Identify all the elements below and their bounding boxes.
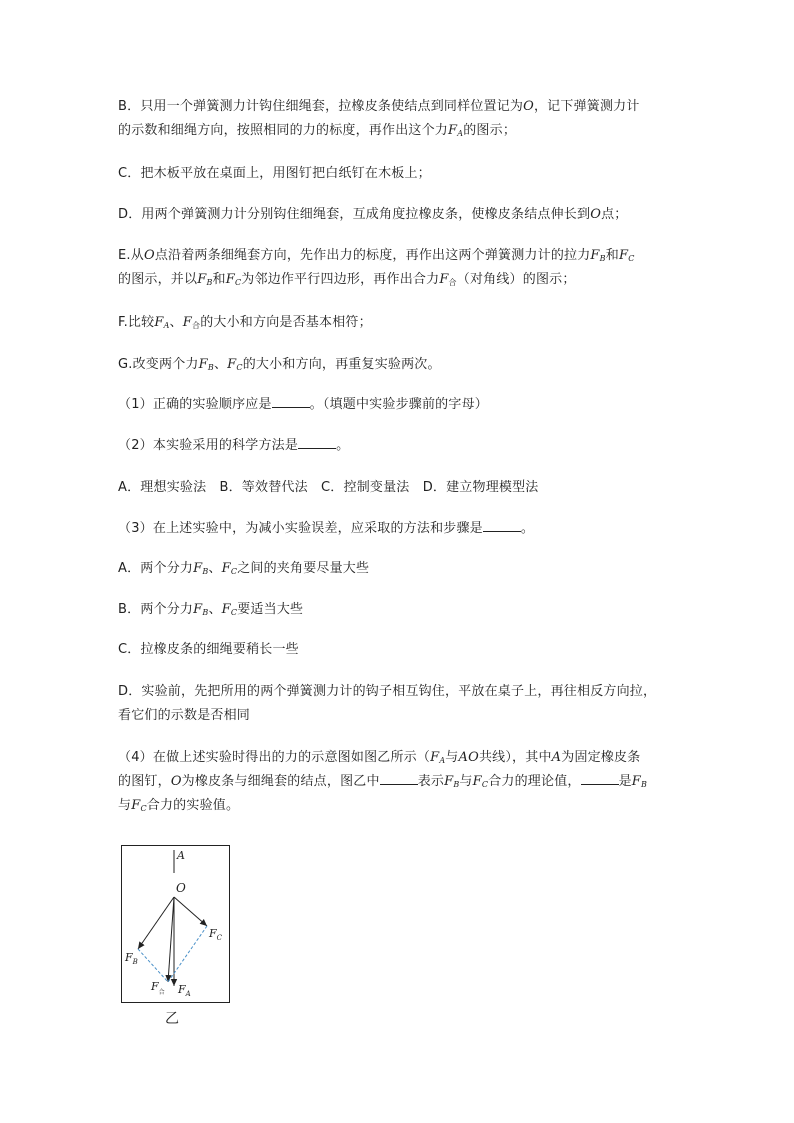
label-fa: $F_A$	[178, 983, 191, 998]
step-g-text: G.改变两个力	[118, 357, 199, 372]
step-e-text: 和	[605, 248, 619, 263]
symbol-o: O	[170, 774, 182, 789]
question-3	[118, 517, 678, 541]
option-d-text: 看它们的示数是否相同	[118, 708, 251, 723]
question-2-options	[118, 476, 678, 500]
step-d	[118, 203, 678, 227]
answer-blank	[272, 393, 310, 408]
question-4-text: 与	[118, 798, 132, 813]
answer-blank	[483, 517, 521, 532]
symbol-f: F	[154, 315, 164, 330]
subscript-c: C	[628, 254, 635, 263]
symbol-ao: AO	[458, 750, 479, 765]
symbol-f: F	[439, 272, 449, 287]
subscript-c: C	[234, 278, 242, 287]
question-4-text: 是	[618, 774, 632, 789]
step-e-text: 点沿着两条细绳套方向，先作出力的标度，再作出这两个弹簧测力计的拉力	[154, 248, 591, 263]
symbol-f: F	[193, 561, 203, 576]
subscript-b: B	[453, 780, 460, 789]
symbol-f: F	[631, 774, 642, 789]
force-diagram	[121, 845, 231, 1005]
symbol-f: F	[430, 750, 440, 765]
symbol-o: O	[143, 248, 155, 263]
question-4-text: 为固定橡皮条	[561, 750, 641, 765]
figure-frame	[122, 846, 230, 1003]
question-1	[118, 393, 678, 417]
question-4-text: 表示	[417, 774, 445, 789]
question-4-text: （4）在做上述实验时得出的力的示意图如图乙所示（	[118, 750, 431, 765]
symbol-a: A	[551, 750, 562, 765]
step-e-text: 的图示，并以	[118, 272, 198, 287]
option-d-text: D．实验前，先把所用的两个弹簧测力计的钩子相互钩住，平放在桌子上，再往相反方向拉，	[118, 684, 657, 699]
label-fc: $F_C$	[209, 927, 222, 942]
symbol-f: F	[472, 774, 482, 789]
step-b-text: B．只用一个弹簧测力计钩住细绳套，拉橡皮条使结点到同样位置记为	[118, 99, 524, 114]
step-b-text: 的示数和细绳方向，按照相同的力的标度，再作出这个力	[118, 123, 449, 138]
symbol-o: O	[523, 99, 534, 114]
subscript-c: C	[481, 780, 489, 789]
subscript-a: A	[439, 756, 446, 765]
subscript-c: C	[230, 567, 238, 576]
answer-blank	[581, 770, 619, 785]
question-1-text: （1）正确的实验顺序应是	[118, 397, 272, 412]
subscript-c: C	[236, 363, 243, 372]
symbol-f: F	[193, 602, 203, 617]
subscript-b: B	[206, 278, 213, 287]
step-d-text: 点；	[601, 207, 628, 222]
question-2	[118, 434, 678, 458]
symbol-o: O	[590, 207, 602, 222]
question-3-option-b	[118, 598, 678, 622]
step-b-text: 的图示；	[463, 123, 517, 138]
subscript-he: 合	[191, 321, 201, 330]
step-e-text: 和	[212, 272, 226, 287]
question-4-text: 共线），其中	[478, 750, 552, 765]
option-b-text: 、	[208, 602, 222, 617]
label-o: O	[176, 881, 186, 895]
symbol-f: F	[197, 272, 207, 287]
question-4	[118, 746, 678, 818]
question-3-option-a	[118, 557, 678, 581]
step-e-text: （对角线）的图示；	[456, 272, 576, 287]
symbol-f: F	[618, 248, 629, 263]
subscript-c: C	[230, 608, 238, 617]
arrow-fb	[138, 897, 174, 949]
question-4-text: 合力的实验值。	[146, 798, 240, 813]
subscript-b: B	[641, 780, 648, 789]
subscript-a: A	[457, 129, 464, 138]
symbol-f: F	[221, 602, 231, 617]
arrow-fhe	[168, 897, 174, 982]
option-b-text: B．两个分力	[118, 602, 194, 617]
step-f-text: 、	[169, 315, 183, 330]
subscript-c: C	[140, 804, 147, 813]
option-c-text: C．拉橡皮条的细绳要稍长一些	[118, 642, 299, 657]
dashed-parallelogram-side	[138, 949, 168, 982]
step-b-text: ，记下弹簧测力计	[533, 99, 640, 114]
question-4-text: 为橡皮条与细绳套的结点，图乙中	[181, 774, 380, 789]
symbol-f: F	[198, 357, 208, 372]
step-e-text: E.从	[118, 248, 144, 263]
arrow-fc	[174, 897, 207, 926]
step-c-text: C．把木板平放在桌面上，用图钉把白纸钉在木板上；	[118, 166, 431, 181]
question-1-text: 。（填题中实验步骤前的字母）	[309, 397, 488, 412]
question-3-text: 。	[520, 521, 535, 536]
figure-caption: 乙	[165, 1011, 179, 1027]
step-d-text: D．用两个弹簧测力计分别钩住细绳套，互成角度拉橡皮条，使橡皮条结点伸长到	[118, 207, 591, 222]
symbol-f: F	[444, 774, 454, 789]
symbol-f: F	[182, 315, 192, 330]
label-a: A	[177, 849, 185, 862]
subscript-b: B	[207, 363, 214, 372]
label-fhe: $F_合$	[151, 980, 165, 996]
symbol-f: F	[131, 798, 141, 813]
answer-blank	[380, 770, 418, 785]
question-2-text: （2）本实验采用的科学方法是	[118, 438, 299, 453]
option-b-text: 要适当大些	[237, 602, 304, 617]
subscript-b: B	[202, 608, 209, 617]
question-3-text: （3）在上述实验中，为减小实验误差，应采取的方法和步骤是	[118, 521, 483, 536]
subscript-b: B	[599, 254, 606, 263]
question-4-text: 合力的理论值，	[488, 774, 581, 789]
answer-blank	[298, 434, 336, 449]
step-c	[118, 162, 678, 186]
step-e	[118, 244, 678, 292]
subscript-he: 合	[448, 278, 457, 287]
question-4-text: 的图钉，	[118, 774, 171, 789]
symbol-f: F	[227, 357, 237, 372]
option-a-text: A．两个分力	[118, 561, 194, 576]
question-2-options-text: A．理想实验法 B．等效替代法 C．控制变量法 D．建立物理模型法	[118, 480, 539, 495]
label-fb: $F_B$	[125, 951, 138, 966]
step-f	[118, 311, 678, 335]
step-f-text: F.比较	[118, 315, 155, 330]
option-a-text: 、	[208, 561, 222, 576]
step-g-text: 、	[213, 357, 228, 372]
step-e-text: 为邻边作平行四边形，再作出合力	[241, 272, 440, 287]
symbol-f: F	[225, 272, 235, 287]
question-3-option-c	[118, 638, 678, 662]
symbol-f: F	[221, 561, 231, 576]
step-g	[118, 353, 678, 377]
symbol-f: F	[590, 248, 600, 263]
step-g-text: 的大小和方向，再重复实验两次。	[242, 357, 441, 372]
question-2-text: 。	[336, 438, 350, 453]
question-4-text: 与	[459, 774, 473, 789]
subscript-b: B	[202, 567, 209, 576]
option-a-text: 之间的夹角要尽量大些	[237, 561, 370, 576]
question-4-text: 与	[445, 750, 459, 765]
question-3-option-d	[118, 680, 678, 728]
symbol-f: F	[448, 123, 458, 138]
step-b	[118, 95, 678, 143]
subscript-a: A	[163, 321, 170, 330]
step-f-text: 的大小和方向是否基本相符；	[200, 315, 372, 330]
